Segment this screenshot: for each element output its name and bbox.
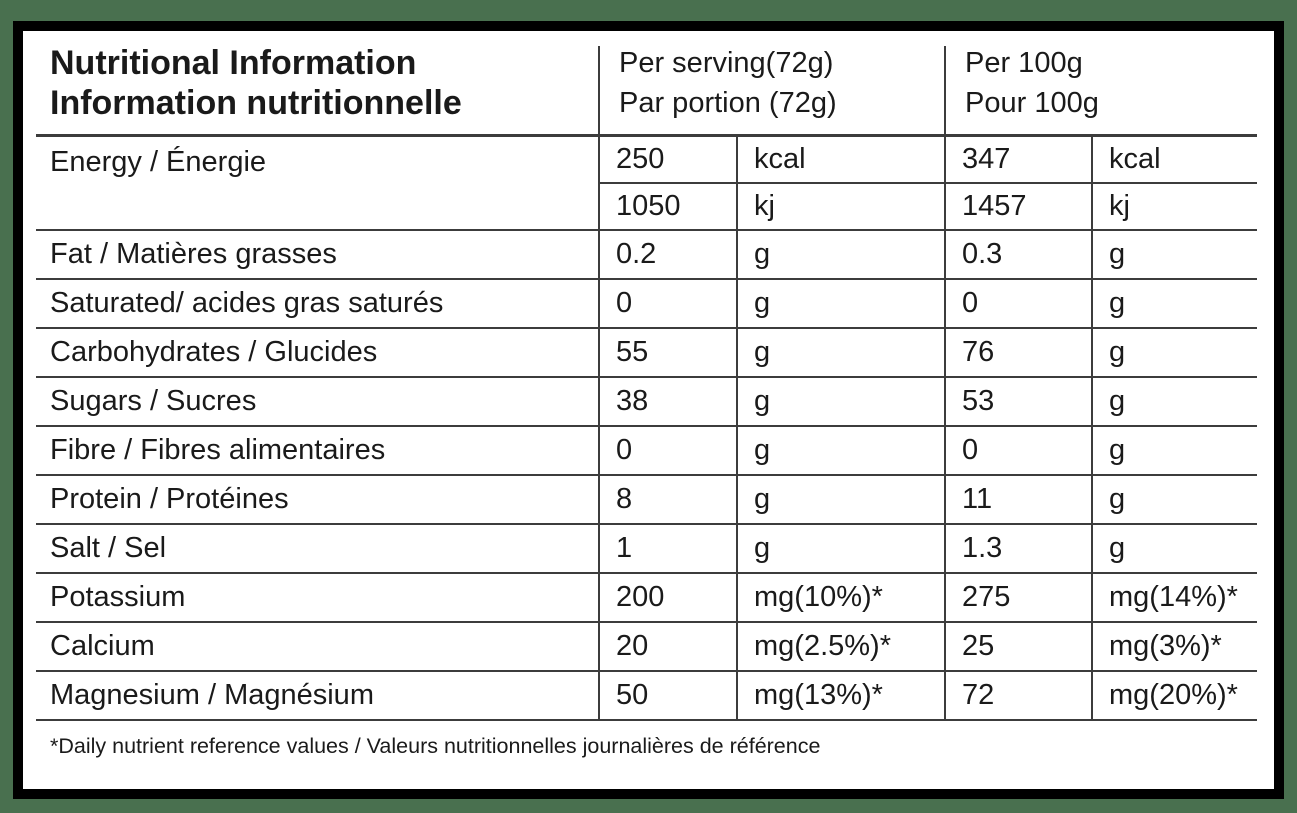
serving-unit: g [737, 475, 945, 524]
serving-value: 250 [599, 136, 737, 184]
per-serving-label-en: Per serving(72g) [619, 46, 834, 79]
table-title-fr: Information nutritionnelle [50, 83, 462, 122]
table-title [36, 31, 599, 136]
per100g-unit: kj [1092, 183, 1257, 230]
serving-unit: kcal [737, 136, 945, 184]
per100g-unit: kcal [1092, 136, 1257, 184]
per100g-unit: g [1092, 524, 1257, 573]
col-header-per-serving [599, 31, 945, 136]
row-calcium [36, 622, 1257, 671]
serving-value: 0 [599, 426, 737, 475]
serving-unit: g [737, 426, 945, 475]
serving-value: 1 [599, 524, 737, 573]
nutrient-label: Salt / Sel [36, 524, 599, 573]
per100g-unit: mg(3%)* [1092, 622, 1257, 671]
per100g-unit: g [1092, 230, 1257, 279]
nutrition-table [36, 31, 1257, 721]
nutrient-label: Fibre / Fibres alimentaires [36, 426, 599, 475]
row-sugars [36, 377, 1257, 426]
serving-unit: g [737, 524, 945, 573]
per100g-value: 76 [945, 328, 1092, 377]
serving-value: 20 [599, 622, 737, 671]
per100g-value: 0 [945, 279, 1092, 328]
per100g-value: 53 [945, 377, 1092, 426]
nutrient-label: Carbohydrates / Glucides [36, 328, 599, 377]
label-frame [13, 21, 1284, 799]
per100g-value: 347 [945, 136, 1092, 184]
daily-reference-footnote: *Daily nutrient reference values / Valeurs nutritionnelles journalières de référence [50, 734, 821, 758]
serving-value: 55 [599, 328, 737, 377]
serving-unit: g [737, 279, 945, 328]
serving-unit: mg(13%)* [737, 671, 945, 720]
serving-unit: g [737, 377, 945, 426]
per100g-value: 275 [945, 573, 1092, 622]
nutrient-label: Protein / Protéines [36, 475, 599, 524]
col-header-per-100g [945, 31, 1257, 136]
serving-value: 0 [599, 279, 737, 328]
per100g-value: 0.3 [945, 230, 1092, 279]
row-energy [36, 136, 1257, 184]
serving-value: 200 [599, 573, 737, 622]
serving-unit: mg(2.5%)* [737, 622, 945, 671]
per100g-value: 0 [945, 426, 1092, 475]
nutrient-label: Potassium [36, 573, 599, 622]
per100g-unit: mg(20%)* [1092, 671, 1257, 720]
row-magnesium [36, 671, 1257, 720]
row-salt [36, 524, 1257, 573]
per100g-unit: g [1092, 475, 1257, 524]
table-header [36, 31, 1257, 136]
per-100g-label-fr: Pour 100g [965, 86, 1099, 119]
serving-value: 8 [599, 475, 737, 524]
nutrient-label: Sugars / Sucres [36, 377, 599, 426]
per100g-value: 1457 [945, 183, 1092, 230]
nutrient-label: Energy / Énergie [36, 136, 599, 231]
row-protein [36, 475, 1257, 524]
per100g-value: 72 [945, 671, 1092, 720]
table-title-en: Nutritional Information [50, 43, 417, 82]
serving-value: 0.2 [599, 230, 737, 279]
per100g-unit: g [1092, 328, 1257, 377]
serving-value: 38 [599, 377, 737, 426]
per-serving-label-fr: Par portion (72g) [619, 86, 837, 119]
per-100g-label-en: Per 100g [965, 46, 1083, 79]
table-body [36, 136, 1257, 721]
row-fibre [36, 426, 1257, 475]
per100g-unit: g [1092, 279, 1257, 328]
serving-value: 1050 [599, 183, 737, 230]
per100g-value: 11 [945, 475, 1092, 524]
nutrient-label: Saturated/ acides gras saturés [36, 279, 599, 328]
nutrient-label: Fat / Matières grasses [36, 230, 599, 279]
per100g-unit: g [1092, 426, 1257, 475]
per100g-value: 1.3 [945, 524, 1092, 573]
serving-unit: kj [737, 183, 945, 230]
row-potassium [36, 573, 1257, 622]
row-saturated [36, 279, 1257, 328]
serving-unit: mg(10%)* [737, 573, 945, 622]
serving-unit: g [737, 230, 945, 279]
nutrient-label: Calcium [36, 622, 599, 671]
nutrient-label: Magnesium / Magnésium [36, 671, 599, 720]
per100g-unit: g [1092, 377, 1257, 426]
header-row [36, 31, 1257, 136]
per100g-value: 25 [945, 622, 1092, 671]
row-fat [36, 230, 1257, 279]
row-carbohydrates [36, 328, 1257, 377]
serving-unit: g [737, 328, 945, 377]
per100g-unit: mg(14%)* [1092, 573, 1257, 622]
serving-value: 50 [599, 671, 737, 720]
